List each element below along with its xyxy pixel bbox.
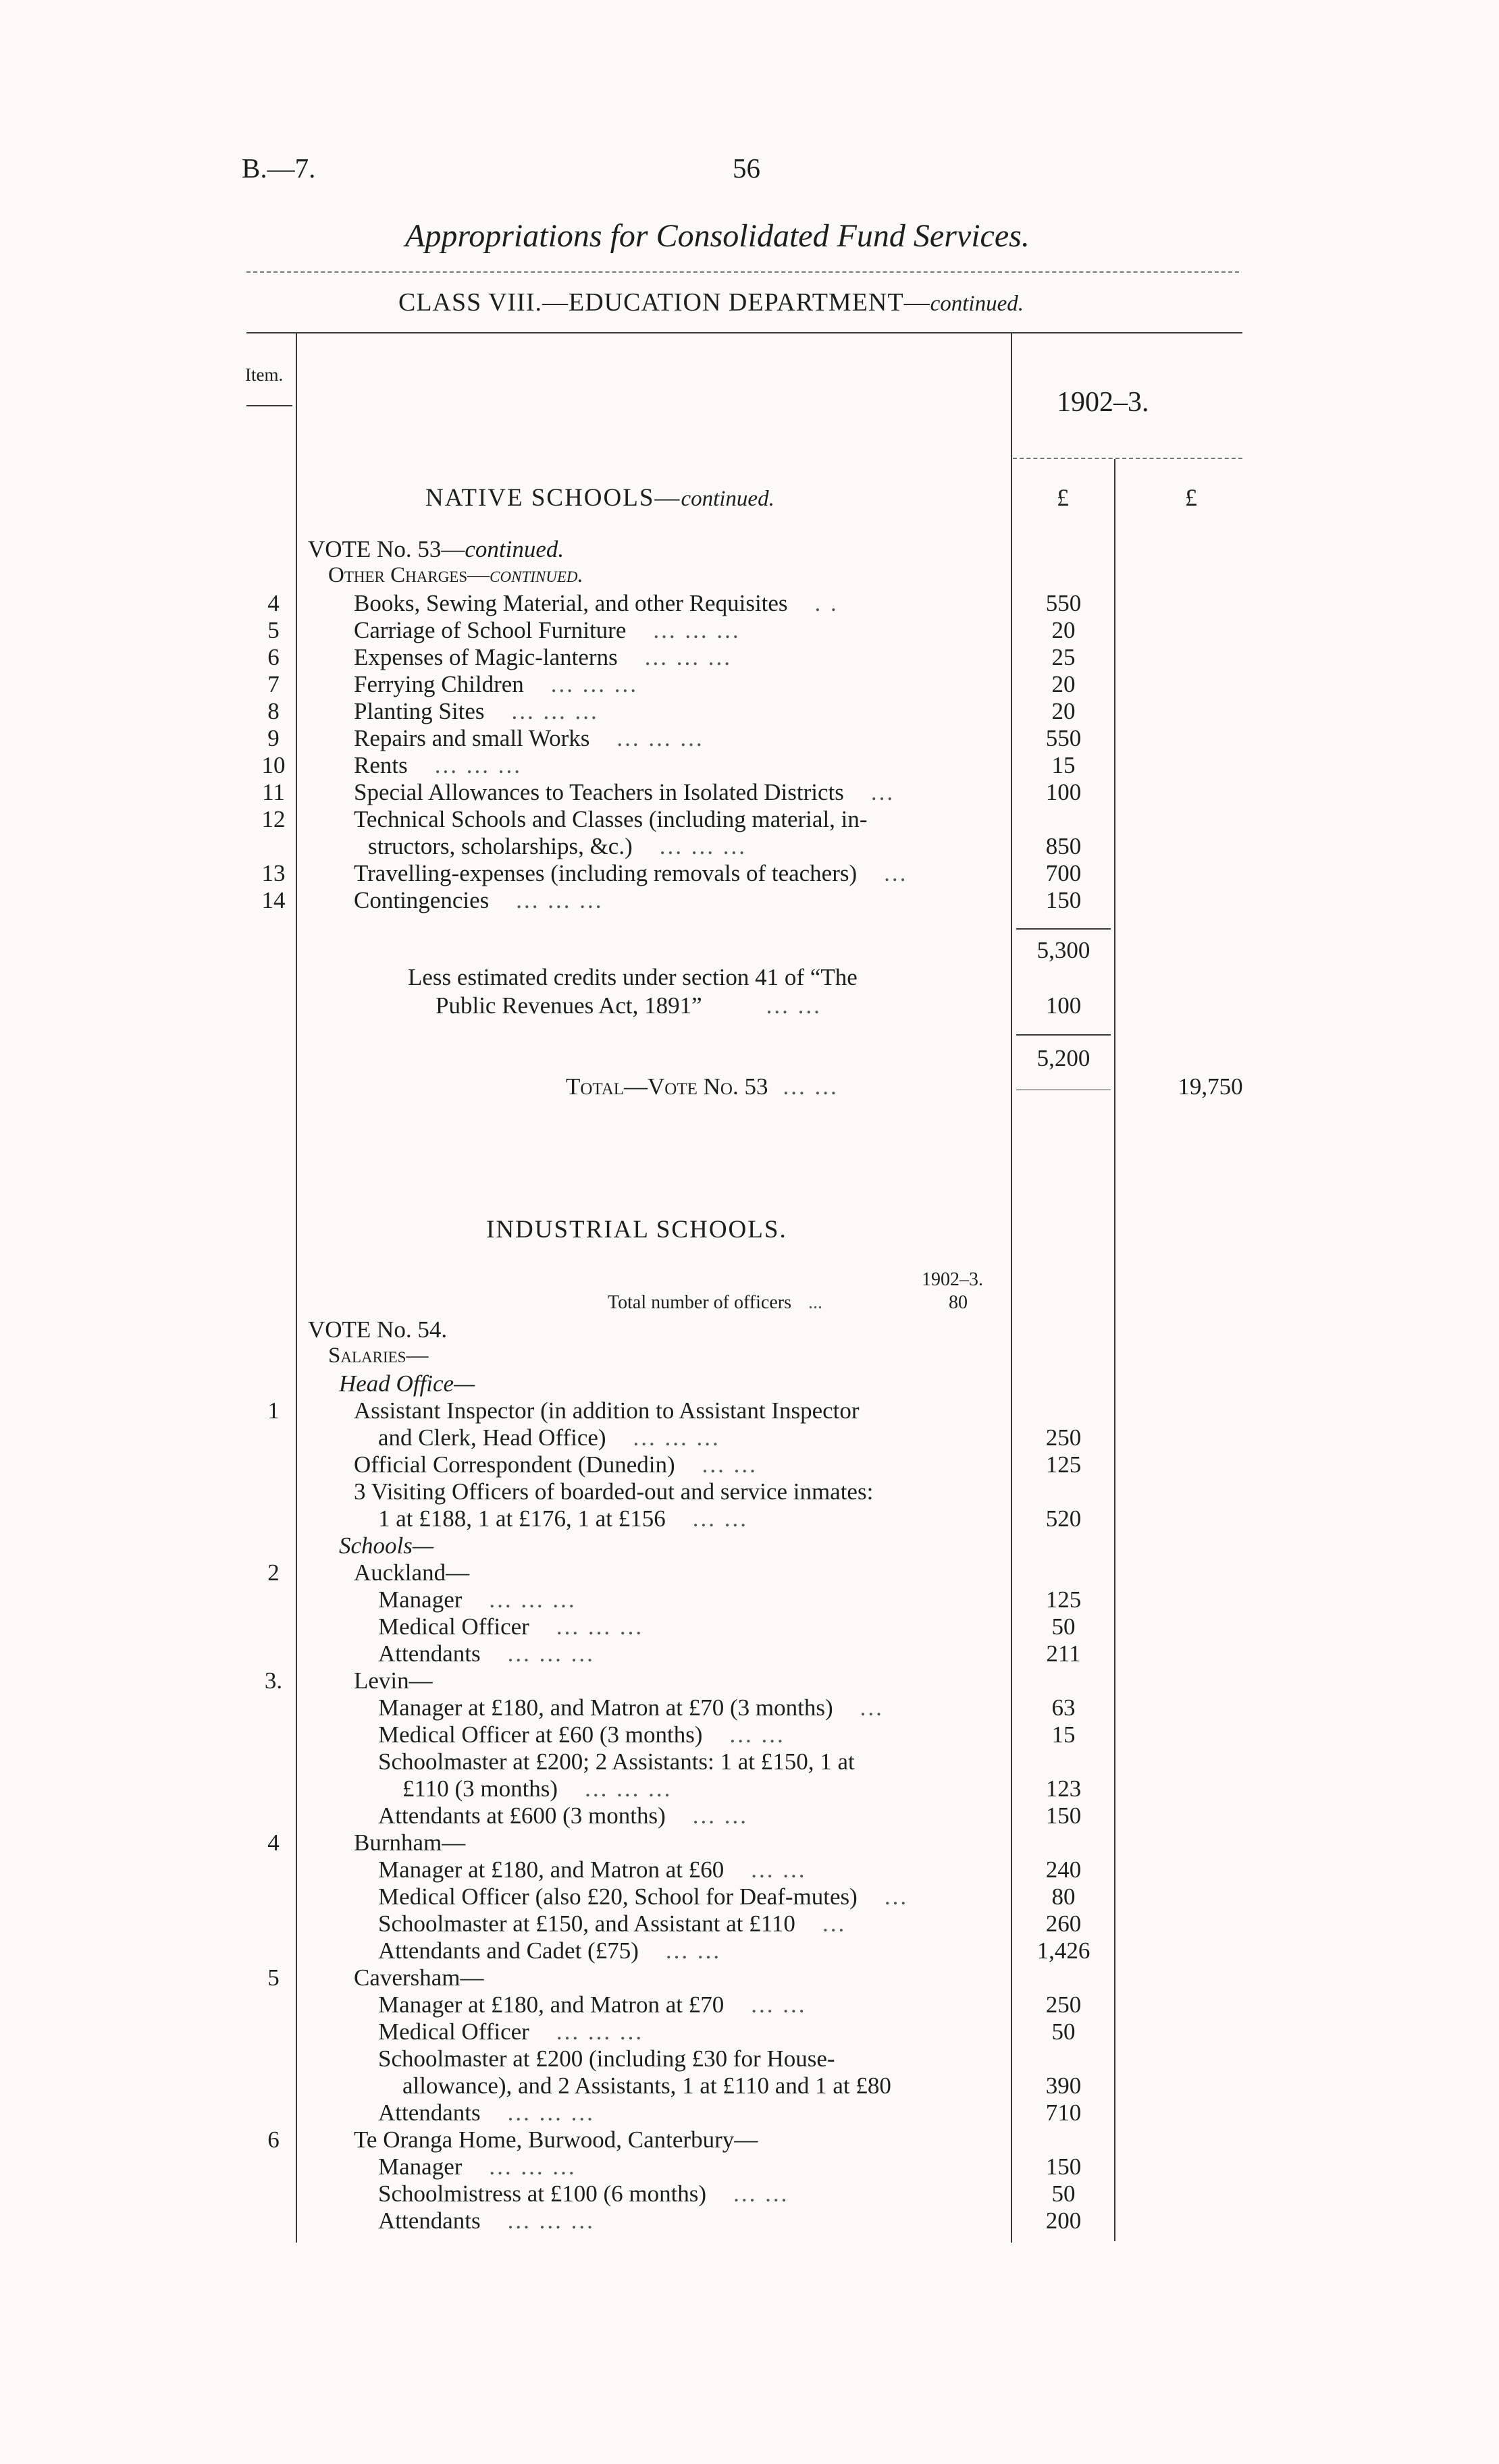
officers-year: 1902–3. xyxy=(922,1269,983,1290)
item-number: 5 xyxy=(267,617,280,643)
dot-leader: ... xyxy=(822,1910,847,1937)
item-description: 3 Visiting Officers of boarded-out and service inmates: xyxy=(354,1478,874,1505)
dot-leader: ... xyxy=(860,1694,884,1721)
dot-leader: ... ... ... xyxy=(434,752,522,778)
item-description: Travelling-expenses (including removals of teachers) ... xyxy=(354,860,908,886)
dot-leader: ... xyxy=(884,860,908,886)
native-item-row xyxy=(0,833,1499,860)
item-description: Medical Officer at £60 (3 months) ... ... xyxy=(378,1721,785,1748)
item-description: Assistant Inspector (in addition to Assistant Inspector xyxy=(354,1397,860,1424)
item-description: Books, Sewing Material, and other Requisites . . xyxy=(354,590,839,616)
item-amount: 260 xyxy=(1045,1910,1082,1937)
native-item-row xyxy=(0,887,1499,914)
dot-leader: ... ... ... xyxy=(507,1640,595,1667)
industrial-item-row xyxy=(0,1478,1499,1505)
item-number: 7 xyxy=(267,671,280,697)
item-amount: 390 xyxy=(1045,2072,1082,2099)
table-top-rule xyxy=(246,332,1242,333)
dot-leader: ... ... ... xyxy=(489,1586,577,1613)
native-item-row xyxy=(0,617,1499,644)
item-number: 4 xyxy=(267,1829,280,1856)
industrial-item-row xyxy=(0,1586,1499,1613)
item-description: Contingencies ... ... ... xyxy=(354,887,604,913)
industrial-schools-heading: INDUSTRIAL SCHOOLS. xyxy=(486,1216,787,1243)
item-number: 6 xyxy=(267,644,280,670)
industrial-item-row xyxy=(0,1721,1499,1748)
industrial-item-row xyxy=(0,1856,1499,1883)
dot-leader: ... ... ... xyxy=(511,698,599,724)
item-number: 8 xyxy=(267,698,280,724)
industrial-item-row xyxy=(0,1910,1499,1937)
dot-leader: ... ... ... xyxy=(585,1775,673,1802)
industrial-item-row xyxy=(0,2045,1499,2072)
item-amount: 20 xyxy=(1051,617,1076,643)
item-description: Repairs and small Works ... ... ... xyxy=(354,725,704,751)
industrial-item-row xyxy=(0,1775,1499,1802)
salaries-heading: Salaries— xyxy=(328,1343,429,1368)
year-column-header: 1902–3. xyxy=(1057,387,1149,418)
item-number: 3. xyxy=(264,1667,283,1694)
item-description: Manager at £180, and Matron at £70 (3 months) ... xyxy=(378,1694,884,1721)
item-description: Caversham— xyxy=(354,1964,484,1991)
item-number: 6 xyxy=(267,2126,280,2153)
native-schools-heading: NATIVE SCHOOLS—continued. xyxy=(425,484,774,512)
year-header-rule xyxy=(1013,458,1242,459)
item-description: Attendants ... ... ... xyxy=(378,2099,595,2126)
industrial-item-row xyxy=(0,1505,1499,1532)
item-description: Schoolmistress at £100 (6 months) ... ... xyxy=(378,2180,789,2207)
item-amount: 20 xyxy=(1051,698,1076,724)
page-number: 56 xyxy=(733,153,760,184)
industrial-item-row xyxy=(0,1802,1499,1829)
item-amount: 550 xyxy=(1045,590,1082,616)
item-description: Burnham— xyxy=(354,1829,466,1856)
item-description: Attendants at £600 (3 months) ... ... xyxy=(378,1802,749,1829)
vote-53-total-amount: 19,750 xyxy=(1178,1073,1243,1100)
dot-leader: ... ... ... xyxy=(516,887,604,913)
item-description: Medical Officer ... ... ... xyxy=(378,2018,644,2045)
item-description: Expenses of Magic-lanterns ... ... ... xyxy=(354,644,732,670)
subtotal-rule xyxy=(1016,928,1111,930)
item-description: Auckland— xyxy=(354,1559,470,1586)
dot-leader: ... xyxy=(884,1883,909,1910)
officers-label: Total number of officers ... xyxy=(608,1292,822,1313)
item-number: 14 xyxy=(261,887,286,913)
item-description: Technical Schools and Classes (including material, in- xyxy=(354,806,868,832)
class-heading: CLASS VIII.—EDUCATION DEPARTMENT—continued. xyxy=(398,288,1024,317)
item-amount: 240 xyxy=(1045,1856,1082,1883)
industrial-item-row xyxy=(0,2126,1499,2153)
item-amount: 80 xyxy=(1051,1883,1076,1910)
item-amount: 20 xyxy=(1051,671,1076,697)
page-title: Appropriations for Consolidated Fund Services. xyxy=(405,218,1030,254)
dot-leader: ... ... ... xyxy=(659,833,747,859)
pound-header-amount: £ xyxy=(1057,484,1069,511)
item-amount: 25 xyxy=(1051,644,1076,670)
industrial-item-row xyxy=(0,1991,1499,2018)
industrial-item-row xyxy=(0,1397,1499,1424)
vote-53-heading: VOTE No. 53—continued. xyxy=(308,536,564,562)
industrial-item-row xyxy=(0,1613,1499,1640)
dot-leader: ... ... ... xyxy=(644,644,732,670)
item-description: Attendants and Cadet (£75) ... ... xyxy=(378,1937,722,1964)
dot-leader: . . xyxy=(814,590,839,616)
item-amount: 63 xyxy=(1051,1694,1076,1721)
item-description: structors, scholarships, &c.) ... ... ... xyxy=(368,833,747,859)
item-column-header: Item. xyxy=(245,365,284,385)
native-item-row xyxy=(0,698,1499,725)
item-amount: 700 xyxy=(1045,860,1082,886)
item-amount: 710 xyxy=(1045,2099,1082,2126)
head-office-heading: Head Office— xyxy=(339,1370,475,1397)
item-number: 9 xyxy=(267,725,280,751)
item-amount: 550 xyxy=(1045,725,1082,751)
item-amount: 50 xyxy=(1051,2180,1076,2207)
dot-leader: ... ... xyxy=(751,1991,807,2018)
native-item-row xyxy=(0,752,1499,779)
item-amount: 150 xyxy=(1045,1802,1082,1829)
item-amount: 123 xyxy=(1045,1775,1082,1802)
net-rule xyxy=(1016,1034,1111,1036)
item-amount: 100 xyxy=(1045,779,1082,805)
item-description: Manager at £180, and Matron at £70 ... ... xyxy=(378,1991,807,2018)
native-item-row xyxy=(0,590,1499,617)
native-item-row xyxy=(0,806,1499,833)
item-amount: 15 xyxy=(1051,1721,1076,1748)
industrial-item-row xyxy=(0,1532,1499,1559)
other-charges-heading: Other Charges—continued. xyxy=(328,563,583,587)
dot-leader: ... ... ... xyxy=(653,617,741,643)
item-description: 1 at £188, 1 at £176, 1 at £156 ... ... xyxy=(378,1505,749,1532)
less-credits-amount: 100 xyxy=(1045,992,1082,1019)
item-amount: 125 xyxy=(1045,1586,1082,1613)
industrial-item-row xyxy=(0,2099,1499,2126)
industrial-item-row xyxy=(0,1748,1499,1775)
item-description: Schools— xyxy=(339,1532,433,1559)
item-description: Manager at £180, and Matron at £60 ... ... xyxy=(378,1856,807,1883)
item-description: Rents ... ... ... xyxy=(354,752,522,778)
dot-leader: ... ... xyxy=(692,1802,749,1829)
item-amount: 150 xyxy=(1045,887,1082,913)
industrial-item-row xyxy=(0,1640,1499,1667)
item-description: Te Oranga Home, Burwood, Canterbury— xyxy=(354,2126,758,2153)
industrial-item-row xyxy=(0,1667,1499,1694)
native-item-row xyxy=(0,725,1499,752)
item-description: Attendants ... ... ... xyxy=(378,1640,595,1667)
native-item-row xyxy=(0,779,1499,806)
item-description: Planting Sites ... ... ... xyxy=(354,698,599,724)
item-amount: 850 xyxy=(1045,833,1082,859)
industrial-item-row xyxy=(0,1559,1499,1586)
item-description: allowance), and 2 Assistants, 1 at £110 and 1 at £80 xyxy=(402,2072,891,2099)
item-description: Manager ... ... ... xyxy=(378,2153,577,2180)
item-number: 12 xyxy=(261,806,286,832)
title-rule xyxy=(246,271,1239,273)
dot-leader: ... ... ... xyxy=(550,671,639,697)
industrial-item-row xyxy=(0,2207,1499,2234)
native-item-row xyxy=(0,860,1499,887)
vote-54-heading: VOTE No. 54. xyxy=(308,1316,448,1343)
item-number: 10 xyxy=(261,752,286,778)
item-description: and Clerk, Head Office) ... ... ... xyxy=(378,1424,720,1451)
item-amount: 520 xyxy=(1045,1505,1082,1532)
item-description: £110 (3 months) ... ... ... xyxy=(402,1775,673,1802)
item-amount: 15 xyxy=(1051,752,1076,778)
pound-header-total: £ xyxy=(1185,484,1197,511)
dot-leader: ... ... ... xyxy=(616,725,704,751)
item-description: Medical Officer (also £20, School for Deaf-mutes) ... xyxy=(378,1883,909,1910)
item-number: 2 xyxy=(267,1559,280,1586)
item-description: Schoolmaster at £200; 2 Assistants: 1 at £150, 1 at xyxy=(378,1748,855,1775)
item-description: Attendants ... ... ... xyxy=(378,2207,595,2234)
item-amount: 1,426 xyxy=(1036,1937,1090,1964)
dot-leader: ... ... xyxy=(733,2180,789,2207)
industrial-item-row xyxy=(0,2180,1499,2207)
dot-leader: ... ... ... xyxy=(556,1613,644,1640)
item-description: Schoolmaster at £150, and Assistant at £110 ... xyxy=(378,1910,847,1937)
item-header-rule xyxy=(246,405,292,406)
less-credits-line-1: Less estimated credits under section 41 of “The xyxy=(408,964,858,990)
page-reference: B.—7. xyxy=(242,153,316,184)
item-number: 11 xyxy=(262,779,285,805)
dot-leader: ... ... ... xyxy=(507,2099,595,2126)
item-description: Schoolmaster at £200 (including £30 for House- xyxy=(378,2045,835,2072)
dot-leader: ... ... ... xyxy=(489,2153,577,2180)
industrial-item-row xyxy=(0,1883,1499,1910)
item-description: Carriage of School Furniture ... ... ... xyxy=(354,617,741,643)
industrial-item-row xyxy=(0,2072,1499,2099)
dot-leader: ... ... xyxy=(665,1937,722,1964)
industrial-item-row xyxy=(0,2018,1499,2045)
item-description: Official Correspondent (Dunedin) ... ... xyxy=(354,1451,758,1478)
industrial-item-row xyxy=(0,2153,1499,2180)
item-amount: 150 xyxy=(1045,2153,1082,2180)
industrial-item-row xyxy=(0,1964,1499,1991)
industrial-item-row xyxy=(0,1694,1499,1721)
item-amount: 125 xyxy=(1045,1451,1082,1478)
item-number: 4 xyxy=(267,590,280,616)
industrial-item-row xyxy=(0,1424,1499,1451)
dot-leader: ... ... ... xyxy=(556,2018,644,2045)
dot-leader: ... ... ... xyxy=(507,2207,595,2234)
vote-53-total-label: Total—Vote No. 53 ... ... xyxy=(566,1073,839,1100)
item-number: 1 xyxy=(267,1397,280,1424)
item-description: Ferrying Children ... ... ... xyxy=(354,671,639,697)
item-description: Levin— xyxy=(354,1667,433,1694)
dot-leader: ... xyxy=(870,779,895,805)
item-amount: 50 xyxy=(1051,2018,1076,2045)
dot-leader: ... ... xyxy=(702,1451,758,1478)
dot-leader: ... ... xyxy=(729,1721,785,1748)
industrial-item-row xyxy=(0,1937,1499,1964)
item-amount: 250 xyxy=(1045,1991,1082,2018)
item-description: Medical Officer ... ... ... xyxy=(378,1613,644,1640)
item-number: 13 xyxy=(261,860,286,886)
less-credits-line-2: Public Revenues Act, 1891” ... ... xyxy=(436,992,822,1019)
native-item-row xyxy=(0,671,1499,698)
dot-leader: ... ... xyxy=(692,1505,749,1532)
item-amount: 50 xyxy=(1051,1613,1076,1640)
item-amount: 211 xyxy=(1046,1640,1081,1667)
industrial-item-row xyxy=(0,1829,1499,1856)
item-amount: 250 xyxy=(1045,1424,1082,1451)
item-amount: 200 xyxy=(1045,2207,1082,2234)
dot-leader: ... ... xyxy=(751,1856,807,1883)
dot-leader: ... ... ... xyxy=(633,1424,720,1451)
subtotal-amount: 5,300 xyxy=(1036,937,1090,963)
net-amount: 5,200 xyxy=(1036,1045,1090,1071)
native-item-row xyxy=(0,644,1499,671)
industrial-item-row xyxy=(0,1451,1499,1478)
item-description: Manager ... ... ... xyxy=(378,1586,577,1613)
item-number: 5 xyxy=(267,1964,280,1991)
item-description: Special Allowances to Teachers in Isolated Districts ... xyxy=(354,779,895,805)
officers-count: 80 xyxy=(949,1292,968,1313)
